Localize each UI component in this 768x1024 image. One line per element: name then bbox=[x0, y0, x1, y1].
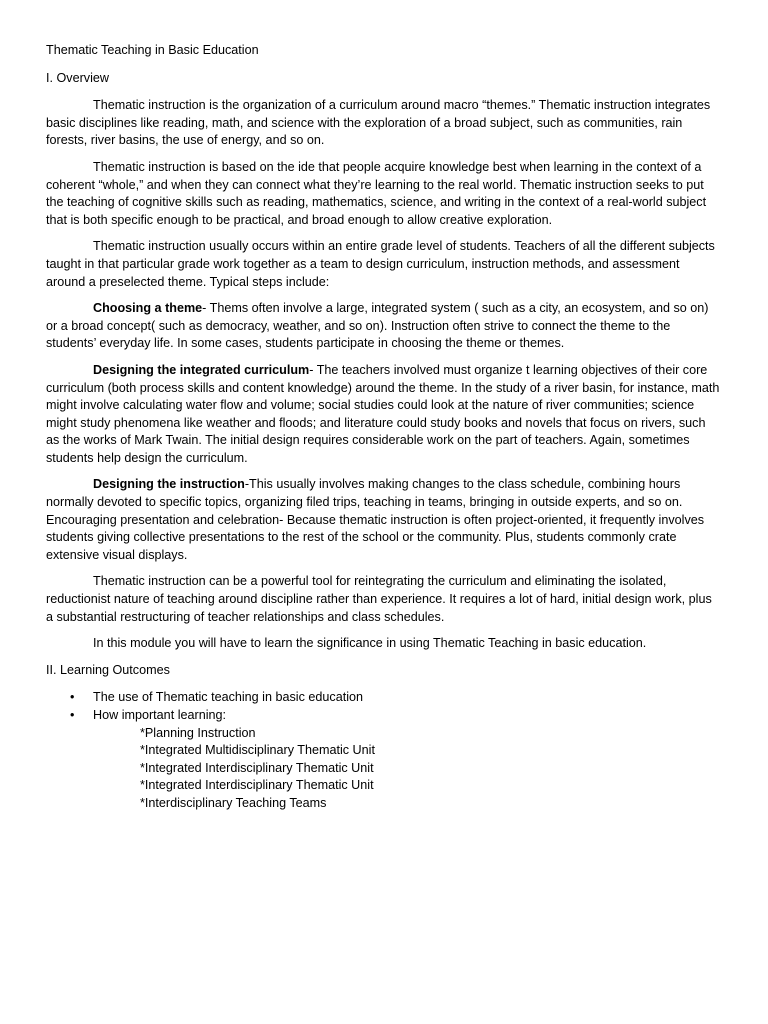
section-heading-overview: I. Overview bbox=[46, 70, 109, 85]
sub-item: *Integrated Interdisciplinary Thematic Unit bbox=[140, 760, 374, 775]
list-item: • The use of Thematic teaching in basic education bbox=[46, 689, 722, 707]
sub-item: *Integrated Multidisciplinary Thematic Unit bbox=[140, 743, 375, 758]
step-designing-curriculum bbox=[46, 362, 722, 468]
paragraph: In this module you will have to learn the significance in using Thematic Teaching in basic education. bbox=[93, 636, 647, 651]
step-text: - Thems often involve a large, integrated system ( such as a city, an ecosystem, and so on) or a broad concept( such as democracy, weather, and so on). Instruction often strive to connect the theme to the students’ everyday life. In some cases, students participate in choosing the theme or themes. bbox=[46, 301, 709, 351]
list-item: • How important learning: bbox=[46, 707, 722, 725]
step-title: Designing the instruction bbox=[93, 477, 245, 492]
step-title: Designing the integrated curriculum bbox=[93, 362, 310, 377]
step-title: Choosing a theme bbox=[93, 301, 203, 316]
paragraph: Thematic instruction is based on the ide that people acquire knowledge best when learning in the context of a coherent “whole,” and when they can connect what they’re learning to the real world. Thematic instruction seeks to put the teaching of cognitive skills such as reading, mathematics, science, and writing in the context of a real-world subject that is both specific enough to be practical, and broad enough to allow creative exploration. bbox=[46, 159, 707, 227]
sub-item: *Planning Instruction bbox=[140, 725, 256, 740]
paragraph: Thematic instruction is the organization of a curriculum around macro “themes.” Thematic instruction integrates basic disciplines like reading, math, and science with the exploration of a broad subject, such as communities, rain forests, river basins, the use of energy, and so on. bbox=[46, 98, 711, 148]
document-title: Thematic Teaching in Basic Education bbox=[46, 43, 259, 57]
sub-item: *Integrated Interdisciplinary Thematic Unit bbox=[140, 778, 374, 793]
paragraph: Thematic instruction can be a powerful tool for reintegrating the curriculum and eliminating the isolated, reductionist nature of teaching around discipline rather than experience. It requires a lot of hard, initial design work, plus a substantial restructuring of teacher relationships and class schedules. bbox=[46, 574, 712, 624]
step-designing-instruction bbox=[46, 476, 722, 564]
step-choosing-theme bbox=[46, 300, 722, 353]
paragraph: Thematic instruction usually occurs within an entire grade level of students. Teachers of all the different subjects taught in that particular grade work together as a team to design curriculum, instruction methods, and assessment around a preselected theme. Typical steps include: bbox=[46, 239, 715, 289]
sub-item: *Interdisciplinary Teaching Teams bbox=[140, 795, 327, 810]
learning-outcomes-list bbox=[46, 689, 722, 724]
step-text: -This usually involves making changes to the class schedule, combining hours normally devoted to specific topics, organizing filed trips, teaching in teams, bringing in outside experts, and so on. Encouraging presentation and celebration- Because thematic instruction is often project-oriented, it frequently involves students giving collective presentations to the rest of the school or the community. Plus, students commonly crate extensive visual displays. bbox=[46, 477, 705, 562]
step-text: - The teachers involved must organize t learning objectives of their core curriculum (both process skills and content knowledge) around the theme. In the study of a river basin, for instance, math might involve calculating water flow and volume; social studies could look at the nature of river communities; science might study phenomena like weather and floods; and literature could study books and novels that focus on rivers, such as the works of Mark Twain. The initial design requires considerable work on the part of teachers. Again, sometimes students help design the curriculum. bbox=[46, 362, 720, 465]
section-heading-learning-outcomes: II. Learning Outcomes bbox=[46, 662, 170, 677]
